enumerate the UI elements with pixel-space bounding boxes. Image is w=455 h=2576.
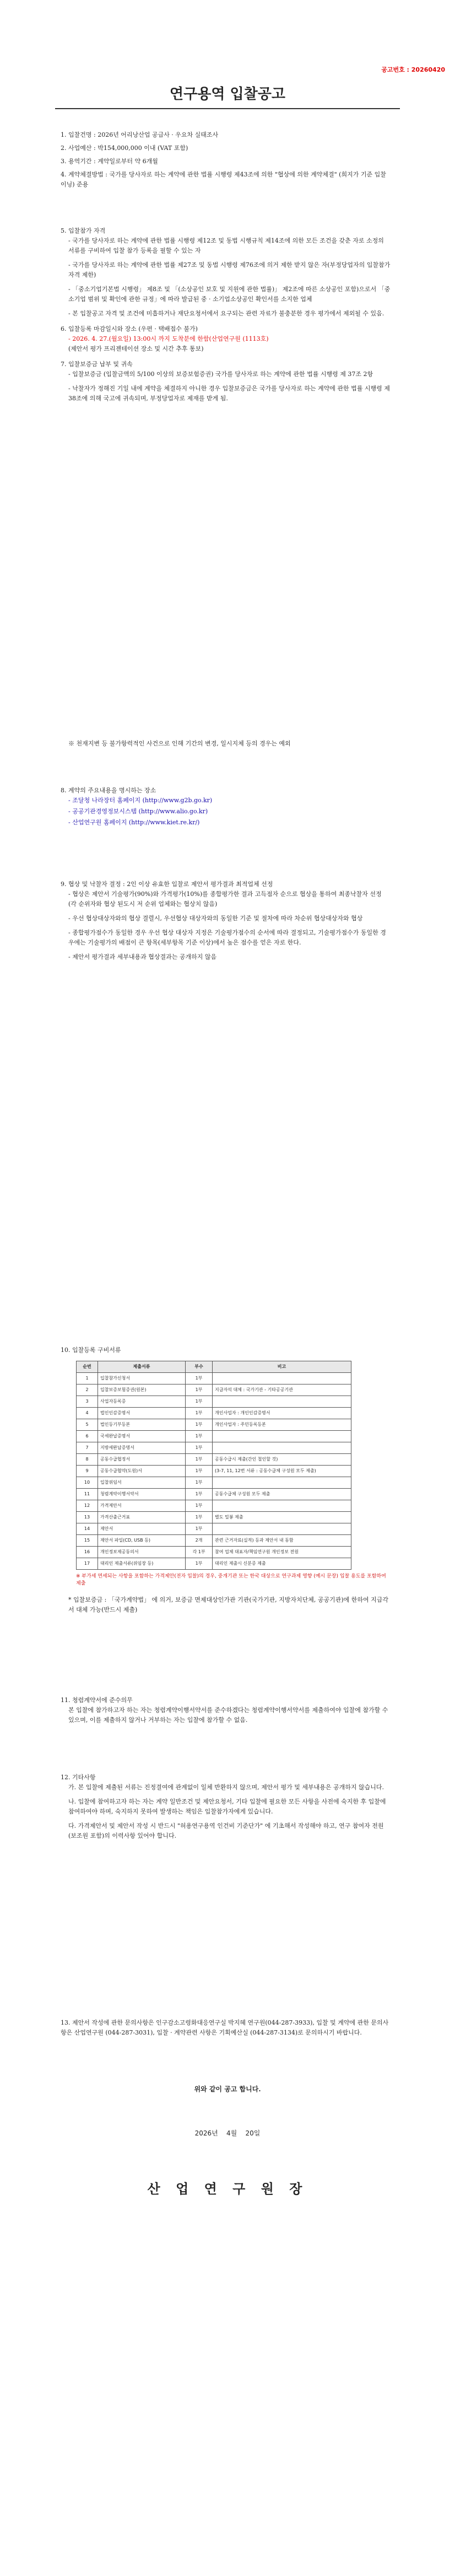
table-cell: 개인사업자 : 주민등록등본 — [213, 1419, 351, 1431]
section-header: 5. 입찰참가 자격 — [61, 227, 106, 234]
bond-item: - 낙찰자가 정해진 기일 내에 계약을 체결하지 아니한 경우 입찰보증금은 국가를 당사자로 하는 계약에 관한 법률 시행령 제38조에 의해 국고에 귀속되며, 부정당업자로 제재를 받게 됨. — [68, 385, 390, 402]
overview-item: 4. 계약체결방법 : 국가를 당사자로 하는 계약에 관한 법률 시행령 제43조에 의한 "협상에 의한 계약체결" (희지가 기준 입찰 이닝) 준용 — [61, 171, 386, 188]
table-cell: 참여 업체 대표자/책임연구원 개인정보 전원 — [213, 1547, 351, 1558]
table-cell: 1부 — [186, 1512, 213, 1523]
table-cell: 1부 — [186, 1489, 213, 1500]
table-cell: 법인등기부등본 — [98, 1419, 186, 1431]
table-row — [77, 1396, 351, 1408]
table-cell: 법인인감증명서 — [98, 1408, 186, 1419]
registration-section — [61, 1345, 391, 1619]
force-majeure-note: ※ 천재지변 등 불가항력적인 사건으로 인해 기간의 변경, 일시지체 등의 경우는 예외 — [68, 740, 291, 747]
table-note: ※ 부가세 면세되는 사항을 포함하는 가격제안(전자 입찰)의 경우, 중개기관 또는 한국 대상으로 연구과제 영향 (예시 문장) 입찰 용도를 포함하여 제출 — [76, 1574, 386, 1586]
bond-remark: * 입찰보증금 : 「국가계약법」 에 의거, 보증금 면제대상인가관 기관(국가기관, 지방자치단체, 공공기관)에 한하여 지급각서 대체 가능(반드시 제출) — [68, 1596, 389, 1613]
evaluation-item: - 협상은 제안서 기술평가(90%)와 가격평가(10%)를 종합평가한 결과 고득점자 순으로 협상을 통하여 최종낙찰자 선정 (각 순위자와 협상 된도시 저 순위 업체와는 협상치 않음) — [68, 890, 382, 908]
table-cell: 공동수급체 구성원 모두 제출 — [213, 1489, 351, 1500]
closing-announce: 위와 같이 공고 합니다. — [194, 2085, 261, 2093]
table-row — [77, 1466, 351, 1477]
integrity-section — [61, 1695, 391, 1730]
table-row — [77, 1419, 351, 1431]
bond-item: - 입찰보증금 (입찰금액의 5/100 이상의 보증보험증권) 국가를 당사자로 하는 계약에 관한 법률 시행령 제 37조 2항 — [68, 371, 373, 378]
table-row — [77, 1512, 351, 1523]
table-cell: 1부 — [186, 1500, 213, 1512]
table-cell: 1부 — [186, 1373, 213, 1384]
table-cell: 대리인 제출서류(위임장 등) — [98, 1558, 186, 1570]
table-cell: 1부 — [186, 1442, 213, 1454]
evaluation-item: - 제안서 평가결과 세부내용과 협상결과는 공개하지 않음 — [68, 953, 217, 960]
other-item: 나. 입찰에 참여하고자 하는 자는 계약 일반조건 및 제안요청서, 기타 입찰에 필요한 모든 사항을 사전에 숙지한 후 입찰에 참여하여야 하며, 숙지하지 못하여 발생하는 책임은 입찰참가자에게 있습니다. — [68, 1798, 386, 1815]
table-cell: 별도 밀봉 제출 — [213, 1512, 351, 1523]
contact-section — [61, 2018, 391, 2042]
other-section — [61, 1773, 391, 1845]
download-section — [61, 786, 391, 832]
table-cell: 입찰참가신청서 — [98, 1373, 186, 1384]
table-row — [77, 1523, 351, 1535]
table-cell: 17 — [77, 1558, 98, 1570]
table-cell — [213, 1523, 351, 1535]
qualification-section — [61, 226, 391, 408]
table-cell: 각 1부 — [186, 1547, 213, 1558]
column-header: 비고 — [213, 1361, 351, 1373]
column-header: 순번 — [77, 1361, 98, 1373]
integrity-text: 본 입찰에 참가하고자 하는 자는 청렴계약이행서약서를 준수하겠다는 청렴계약이행서약서를 제출하여야 입찰에 참가할 수 있으며, 이를 제출하지 않거나 거부하는 자는 입찰에 참가할 수 없음. — [68, 1706, 388, 1724]
link-kiet[interactable]: - 산업연구원 홈페이지 (http://www.kiet.re.kr/) — [68, 819, 200, 826]
table-cell: 제안서 — [98, 1523, 186, 1535]
table-cell: 1부 — [186, 1384, 213, 1396]
table-row — [77, 1547, 351, 1558]
section-header: 11. 청렴계약서에 준수의무 — [61, 1697, 133, 1704]
table-cell: 관련 근거자료(실적) 등과 제안서 내 동함 — [213, 1535, 351, 1547]
table-row — [77, 1454, 351, 1466]
table-cell: 가격산출근거표 — [98, 1512, 186, 1523]
table-cell: 1부 — [186, 1396, 213, 1408]
evaluation-section — [61, 879, 391, 967]
table-cell: 8 — [77, 1454, 98, 1466]
table-row — [77, 1431, 351, 1442]
section-header: 6. 입찰등록 마감일시와 장소 (우편 · 택배접수 불가) — [61, 325, 198, 332]
section-header: 8. 계약의 주요내용을 명시하는 장소 — [61, 787, 156, 794]
table-cell: 공동수급협약(도원)서 — [98, 1466, 186, 1477]
registration-table-body — [77, 1373, 351, 1570]
table-cell — [213, 1431, 351, 1442]
table-cell: 14 — [77, 1523, 98, 1535]
notice-number-label: 공고번호 : — [381, 66, 409, 73]
qualification-item: - 국가를 당사자로 하는 계약에 관한 법률 시행령 제12조 및 동법 시행규칙 제14조에 의한 모든 조건을 갖춘 자로 소정의 서류를 구비하여 입찰 참가 등록을 필할 수 있는 자 — [68, 237, 384, 254]
table-row — [77, 1408, 351, 1419]
table-cell: 9 — [77, 1466, 98, 1477]
overview-section — [61, 130, 391, 193]
table-cell: 7 — [77, 1442, 98, 1454]
column-header: 제출서류 — [98, 1361, 186, 1373]
table-cell: 11 — [77, 1489, 98, 1500]
notice-number-value: 20260420 — [411, 66, 445, 73]
table-cell: 1부 — [186, 1408, 213, 1419]
table-cell: (3-7, 11, 12번 서류 : 공동수급체 구성원 모두 제출) — [213, 1466, 351, 1477]
table-cell: 1부 — [186, 1454, 213, 1466]
contact-text: 13. 제안서 작성에 관한 문의사항은 인구감소고령화대응연구실 박지혜 연구원(044-287-3933), 입찰 및 계약에 관한 문의사항은 산업연구원 (044-287-3031), 입찰 · 계약관련 사항은 기획예산실 (044-287-3134)로 문의하시기 바랍니다. — [61, 2019, 389, 2036]
table-row — [77, 1558, 351, 1570]
table-row — [77, 1500, 351, 1512]
overview-item: 1. 입찰건명 : 2026년 어리낭산업 공급사 · 우요차 실태조사 — [61, 131, 219, 138]
table-cell — [213, 1477, 351, 1489]
table-row — [77, 1535, 351, 1547]
table-cell: 10 — [77, 1477, 98, 1489]
link-g2b[interactable]: - 조달청 나라장터 홈페이지 (http://www.g2b.go.kr) — [68, 797, 213, 804]
table-cell — [213, 1373, 351, 1384]
special-note — [61, 739, 391, 753]
section-header: 7. 입찰보증금 납부 및 귀속 — [61, 361, 133, 368]
table-cell: 1부 — [186, 1558, 213, 1570]
table-cell: 6 — [77, 1431, 98, 1442]
table-row — [77, 1384, 351, 1396]
table-row — [77, 1373, 351, 1384]
table-cell: 2개 — [186, 1535, 213, 1547]
overview-item: 3. 용역기간 : 계약일로부터 약 6개월 — [61, 158, 158, 165]
registration-table — [76, 1361, 351, 1570]
section-header: 12. 기타사항 — [61, 1774, 96, 1781]
evaluation-item: - 우선 협상대상자와의 협상 결렬시, 우선협상 대상자와의 동일한 기준 및 절차에 따라 차순위 협상대상자와 협상 — [68, 915, 363, 922]
title-divider — [55, 108, 400, 109]
table-cell: 가격제안서 — [98, 1500, 186, 1512]
table-cell — [213, 1500, 351, 1512]
table-cell — [213, 1396, 351, 1408]
table-cell: 사업자등록증 — [98, 1396, 186, 1408]
closing-date: 2026년 4월 20일 — [194, 2129, 261, 2137]
table-cell: 1부 — [186, 1523, 213, 1535]
table-cell: 1부 — [186, 1466, 213, 1477]
table-cell: 1부 — [186, 1477, 213, 1489]
table-cell: 지방세완납증명서 — [98, 1442, 186, 1454]
overview-item: 2. 사업예산 : 박154,000,000 이내 (VAT 포함) — [61, 144, 188, 152]
table-cell — [213, 1442, 351, 1454]
table-cell: 16 — [77, 1547, 98, 1558]
table-cell: 13 — [77, 1512, 98, 1523]
table-cell: 2 — [77, 1384, 98, 1396]
table-cell: 개인정보제공동의서 — [98, 1547, 186, 1558]
table-cell: 1 — [77, 1373, 98, 1384]
section-header: 9. 협상 및 낙찰자 결정 : 2인 이상 유효한 입찰로 제안서 평가결과 최적업체 선정 — [61, 881, 273, 888]
organization-name: 산 업 연 구 원 장 — [147, 2181, 308, 2197]
column-header: 부수 — [186, 1361, 213, 1373]
section-header: 10. 입찰등록 구비서류 — [61, 1346, 121, 1354]
table-cell: 지급자석 대체 : 국가기관 - 기타공공기관 — [213, 1384, 351, 1396]
table-cell: 대리인 제출시 신분증 제출 — [213, 1558, 351, 1570]
table-cell: 5 — [77, 1419, 98, 1431]
table-row — [77, 1442, 351, 1454]
table-row — [77, 1477, 351, 1489]
table-cell: 1부 — [186, 1431, 213, 1442]
link-alio[interactable]: - 공공기관경영정보시스템 (http://www.alio.go.kr) — [68, 808, 208, 815]
table-header-row — [77, 1361, 351, 1373]
qualification-item: - 본 입찰공고 자격 및 조건에 미흡하거나 재단요청서에서 요구되는 관련 자료가 불충분한 경우 평가에서 제외될 수 있음. — [68, 310, 384, 317]
table-cell: 입찰보증보험증권(원본) — [98, 1384, 186, 1396]
table-cell: 15 — [77, 1535, 98, 1547]
qualification-item: - 국가를 당사자로 하는 계약에 관한 법률 제27조 및 동법 시행령 제76조에 의거 제한 받지 않은 자(부정당업자의 입찰참가자격 제한) — [68, 261, 391, 278]
table-row — [77, 1489, 351, 1500]
other-item: 가. 본 입찰에 제출된 서류는 진정결여에 관계없이 일체 반환하지 않으며, 제안서 평가 및 세부내용은 공개하지 않습니다. — [68, 1784, 384, 1791]
table-cell: 1부 — [186, 1419, 213, 1431]
deadline-datetime: - 2026. 4. 27.(월요일) 13:00시 까지 도착분에 한함(산업연구원 (1113호) — [68, 335, 269, 342]
table-cell: 12 — [77, 1500, 98, 1512]
other-item: 다. 가격제안서 및 제안서 작성 시 반드시 "허용연구용역 인건비 기준단가" 에 기초해서 작성해야 하고, 연구 참여자 전원(보조원 포함)의 이력사항 있어야 합니다. — [68, 1822, 384, 1839]
deadline-note: (제안서 평가 프리젠테이션 장소 및 시간 추후 통보) — [68, 345, 204, 352]
table-cell: 4 — [77, 1408, 98, 1419]
table-cell: 공동수급시 제출(간인 철인할 것) — [213, 1454, 351, 1466]
qualification-item: - 「중소기업기본법 시행령」 제8조 및 「(소상공인 보호 및 지원에 관한 법률)」 제2조에 따른 소상공인 포함)으로서 「중소기업 범위 및 확인에 관한 규정」에 따라 발급된 중 · 소기업소상공인 확인서를 소지한 업체 — [68, 286, 391, 303]
page-title: 연구용역 입찰공고 — [170, 86, 285, 103]
table-cell: 입찰위임서 — [98, 1477, 186, 1489]
evaluation-item: - 종합평가점수가 동일한 경우 우선 협상 대상자 지정은 기술평가점수의 순서에 따라 결정되고, 기술평가점수가 동일한 경우에는 기술평가의 배점이 큰 항목(세부항목 기준 이상)에서 높은 점수를 얻은 자로 한다. — [68, 929, 386, 946]
table-cell: 국세완납증명서 — [98, 1431, 186, 1442]
table-cell: 청렴계약이행서약서 — [98, 1489, 186, 1500]
table-cell: 공동수급협정서 — [98, 1454, 186, 1466]
table-cell: 제안서 파일(CD, USB 등) — [98, 1535, 186, 1547]
notice-number — [381, 65, 445, 74]
table-cell: 3 — [77, 1396, 98, 1408]
table-cell: 개인사업자 : 개인인감증명서 — [213, 1408, 351, 1419]
